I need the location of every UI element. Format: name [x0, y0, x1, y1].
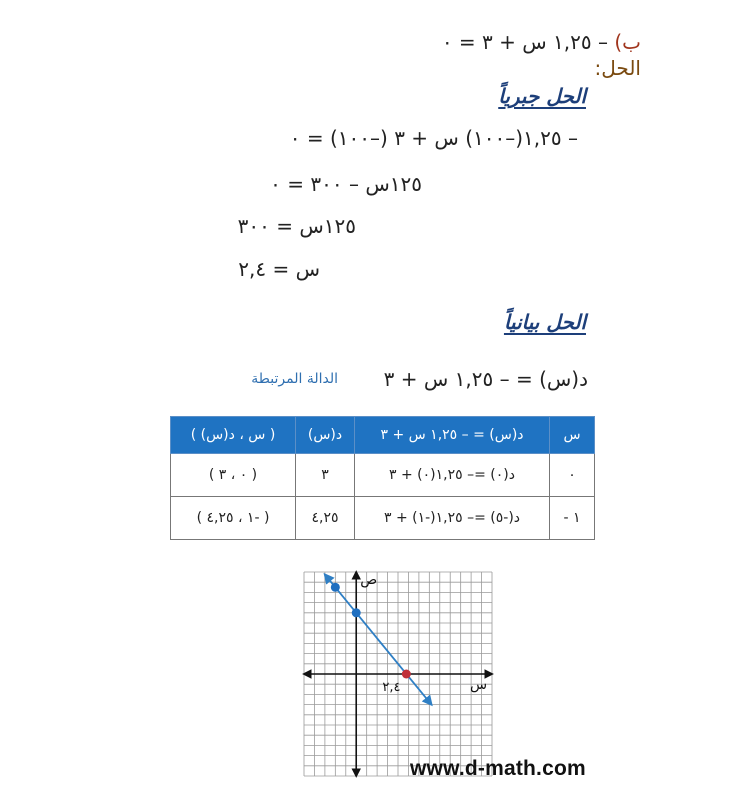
table-cell: د(-٥) =– ١,٢٥(-١) + ٣ [355, 497, 550, 540]
table-cell: ١ - [550, 497, 595, 540]
table-header-x: س [550, 417, 595, 454]
table-header-row [171, 417, 595, 454]
values-table [170, 416, 595, 540]
problem-label: ب) [614, 30, 641, 54]
related-function: د(س) = – ١,٢٥ س + ٣ [383, 367, 588, 391]
graph-point [331, 583, 340, 592]
algebra-step-1: – ١,٢٥(–١٠٠) س + ٣ (–١٠٠) = ٠ [289, 126, 578, 150]
table-cell: ٠ [550, 454, 595, 497]
table-header-pair: ( س ، د(س) ) [171, 417, 296, 454]
function-line [325, 575, 432, 705]
coordinate-graph [300, 568, 496, 780]
table-cell: ( -١ ، ٤,٢٥ ) [171, 497, 296, 540]
algebra-step-2: ١٢٥س – ٣٠٠ = ٠ [270, 172, 422, 196]
table-row [171, 497, 595, 540]
table-row [171, 454, 595, 497]
graphical-heading: الحل بيانياً [503, 310, 586, 334]
y-axis-label: ص [360, 572, 378, 588]
x-axis-label: س [470, 677, 488, 693]
table-cell: ٤,٢٥ [296, 497, 355, 540]
algebra-step-3: ١٢٥س = ٣٠٠ [237, 214, 356, 238]
problem-equation: – ١,٢٥ س + ٣ = ٠ [441, 30, 608, 54]
table-cell: ( ٠ ، ٣ ) [171, 454, 296, 497]
algebra-step-4: س = ٢,٤ [238, 257, 320, 281]
table-cell: د(٠) =– ١,٢٥(٠) + ٣ [355, 454, 550, 497]
table-header-fx: د(س) [296, 417, 355, 454]
problem-statement [442, 30, 641, 54]
algebraic-heading: الحل جبرياً [498, 84, 586, 108]
table-header-expression: د(س) = – ١,٢٥ س + ٣ [355, 417, 550, 454]
root-annotation: ٢,٤ [382, 680, 401, 695]
table-cell: ٣ [296, 454, 355, 497]
solution-label: الحل: [594, 56, 641, 80]
graph-point [402, 670, 411, 679]
graph-point [352, 608, 361, 617]
site-watermark: www.d-math.com [410, 757, 586, 780]
related-function-note: الدالة المرتبطة [251, 371, 338, 387]
